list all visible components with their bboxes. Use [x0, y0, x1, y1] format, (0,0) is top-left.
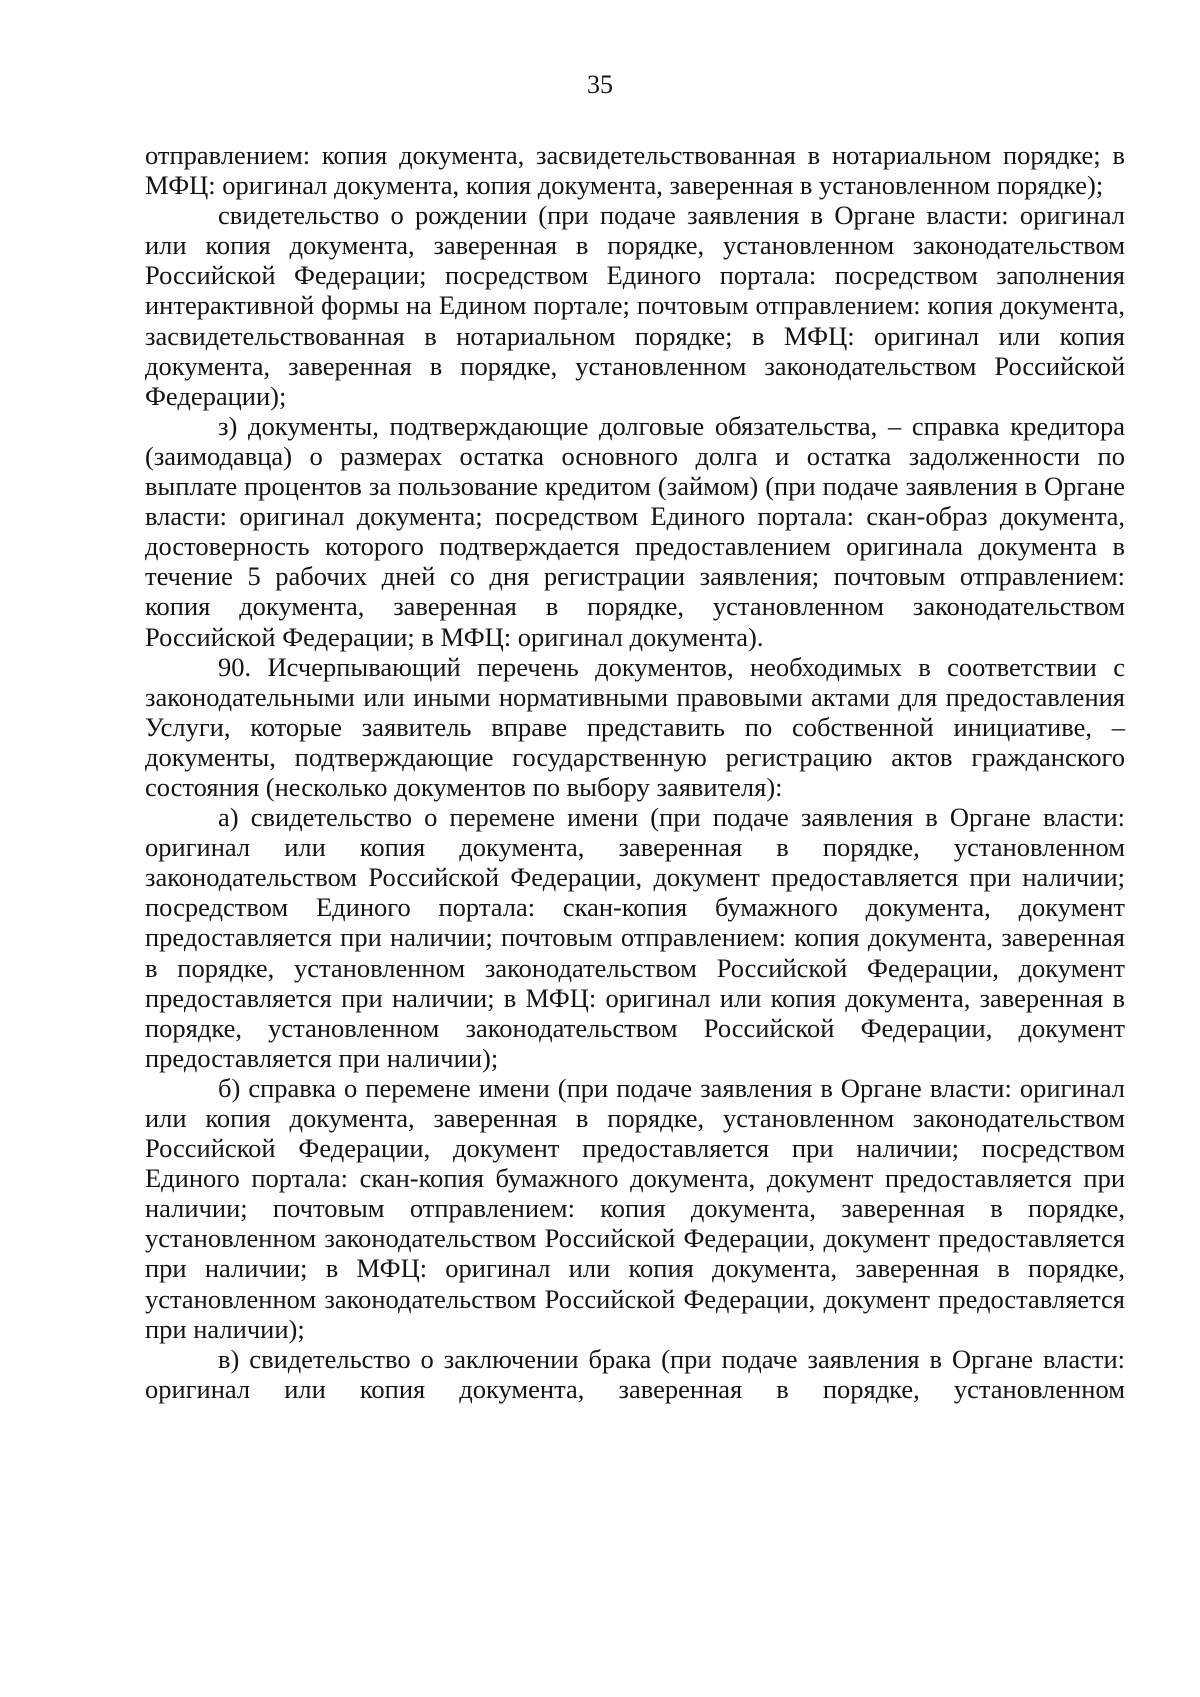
paragraph-item-a-name-change-certificate: а) свидетельство о перемене имени (при подаче заявления в Органе власти: оригинал или копия документа, заверенная в порядке, установленном законодательством Российской Федерации, документ предоставляется при наличии; посредством Единого портала: скан-копия бумажного документа, документ предоставляется при наличии; почтовым отправлением: копия документа, заверенная в порядке, установленном законодательством Российской Федерации, документ предоставляется при наличии; в МФЦ: оригинал или копия документа, заверенная в порядке, установленном законодательством Российской Федерации, документ предоставляется при наличии);: [145, 802, 1125, 1073]
paragraph-continuation: отправлением: копия документа, засвидетельствованная в нотариальном порядке; в МФЦ: оригинал документа, копия документа, заверенная в установленном порядке);: [145, 140, 1125, 201]
paragraph-item-b-name-change-reference: б) справка о перемене имени (при подаче заявления в Органе власти: оригинал или копия документа, заверенная в порядке, установленном законодательством Российской Федерации, документ предоставляется при наличии; посредством Единого портала: скан-копия бумажного документа, документ предоставляется при наличии; почтовым отправлением: копия документа, заверенная в порядке, установленном законодательством Российской Федерации, документ предоставляется при наличии; в МФЦ: оригинал или копия документа, заверенная в порядке, установленном законодательством Российской Федерации, документ предоставляется при наличии);: [145, 1072, 1125, 1344]
page-number: 35: [587, 70, 613, 99]
paragraph-item-z-debt-documents: з) документы, подтверждающие долговые обязательства, – справка кредитора (заимодавца) о размерах остатка основного долга и остатка задолженности по выплате процентов за пользование кредитом (займом) (при подаче заявления в Органе власти: оригинал документа; посредством Единого портала: скан-образ документа, достоверность которого подтверждается предоставлением оригинала документа в течение 5 рабочих дней со дня регистрации заявления; почтовым отправлением: копия документа, заверенная в порядке, установленном законодательством Российской Федерации; в МФЦ: оригинал документа).: [145, 410, 1125, 652]
paragraph-item-v-marriage-certificate: в) свидетельство о заключении брака (при подаче заявления в Органе власти: оригинал или копия документа, заверенная в порядке, установленном: [145, 1343, 1125, 1404]
paragraph-birth-certificate: свидетельство о рождении (при подаче заявления в Органе власти: оригинал или копия документа, заверенная в порядке, установленном законодательством Российской Федерации; посредством Единого портала: посредством заполнения интерактивной формы на Едином портале; почтовым отправлением: копия документа, засвидетельствованная в нотариальном порядке; в МФЦ: оригинал или копия документа, заверенная в порядке, установленном законодательством Российской Федерации);: [145, 200, 1125, 411]
document-body: [145, 140, 1125, 1404]
paragraph-section-90: 90. Исчерпывающий перечень документов, необходимых в соответствии с законодательными или иными нормативными правовыми актами для предоставления Услуги, которые заявитель вправе представить по собственной инициативе, – документы, подтверждающие государственную регистрацию актов гражданского состояния (несколько документов по выбору заявителя):: [145, 651, 1125, 802]
